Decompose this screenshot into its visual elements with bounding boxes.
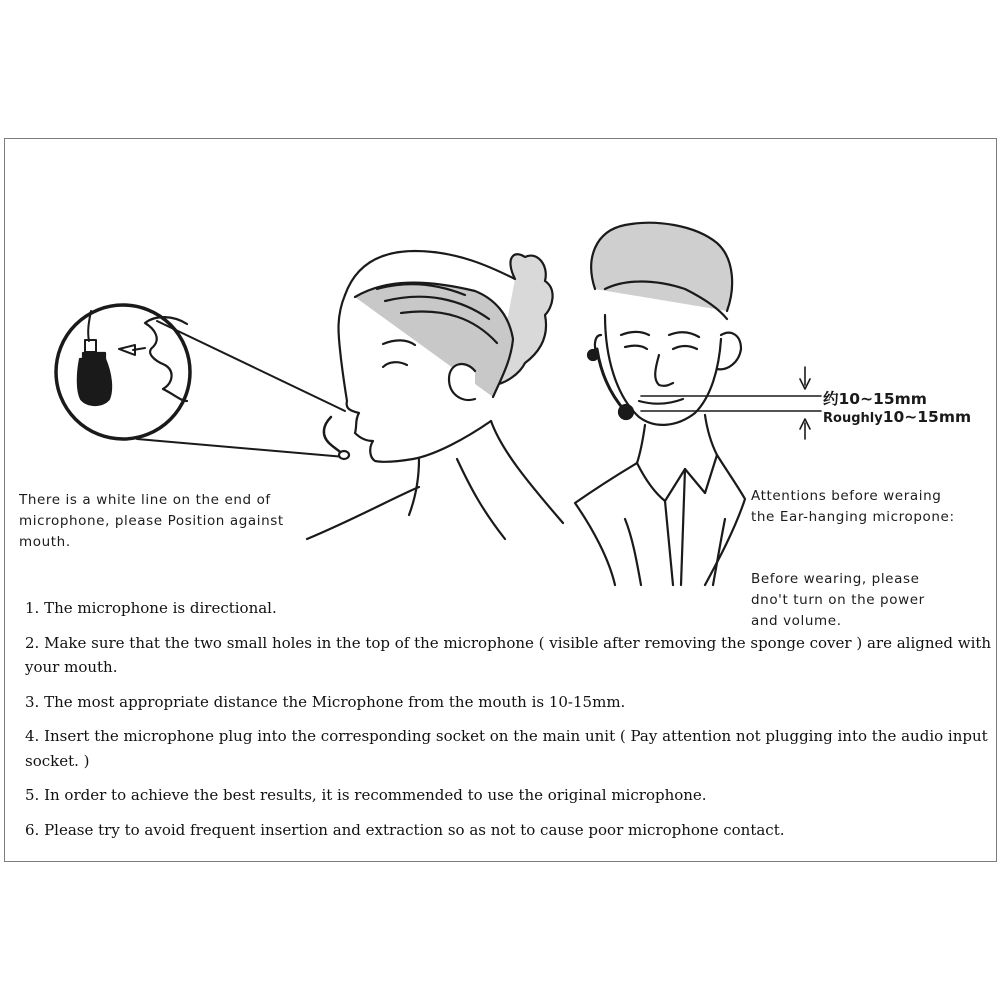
caption-line: dno't turn on the power	[751, 592, 925, 608]
instruction-item: 1. The microphone is directional.	[25, 599, 277, 617]
caption-line: Before wearing, please	[751, 571, 920, 587]
distance-value: 10~15mm	[882, 408, 972, 426]
instruction-item: 2. Make sure that the two small holes in the top of the microphone ( visible after removing the sponge cover ) are aligned with your mouth.	[25, 633, 992, 676]
instruction-item: 4. Insert the microphone plug into the corresponding socket on the main unit ( Pay attention not plugging into the audio input socket. )	[25, 727, 988, 770]
distance-label-cn: 约10~15mm	[823, 390, 927, 408]
distance-label-en	[823, 407, 971, 426]
distance-prefix: Roughly	[823, 411, 883, 426]
caption-line: microphone, please Position against	[19, 513, 284, 529]
caption-line: There is a white line on the end of	[19, 492, 271, 508]
instruction-item: 5. In order to achieve the best results, it is recommended to use the original microphone.	[25, 786, 707, 804]
caption-line: the Ear-hanging micropone:	[751, 509, 955, 525]
caption-line: Attentions before weraing	[751, 488, 942, 504]
caption-line: mouth.	[19, 534, 71, 550]
caption-line: and volume.	[751, 613, 842, 629]
caption-attentions	[751, 486, 955, 528]
instruction-item: 6. Please try to avoid frequent insertion and extraction so as not to cause poor microphone contact.	[25, 820, 785, 839]
woman-figure	[307, 251, 563, 539]
caption-white-line	[19, 490, 284, 553]
instruction-list	[25, 596, 995, 852]
mic-detail-circle	[56, 305, 190, 439]
instruction-sheet	[4, 138, 997, 862]
man-figure	[575, 223, 745, 585]
instruction-item: 3. The most appropriate distance the Microphone from the mouth is 10-15mm.	[25, 692, 626, 711]
